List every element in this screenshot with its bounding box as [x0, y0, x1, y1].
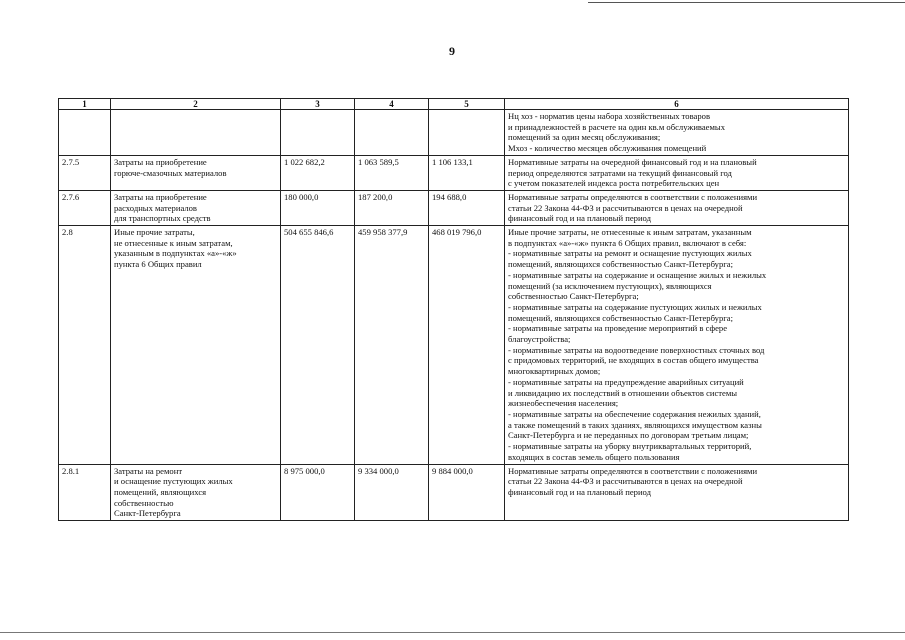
- row-value-3: [429, 110, 505, 156]
- row-value-2: 459 958 377,9: [355, 226, 429, 464]
- row-description: Нормативные затраты определяются в соответствии с положениями статьи 22 Закона 44-ФЗ и рассчитываются в ценах на очередной финансовый год и на плановый период: [505, 464, 849, 521]
- row-code: 2.8: [59, 226, 111, 464]
- row-value-2: 9 334 000,0: [355, 464, 429, 521]
- column-header: 2: [111, 99, 281, 110]
- row-name: Затраты на ремонт и оснащение пустующих жилых помещений, являющихся собственностью Санкт-Петербурга: [111, 464, 281, 521]
- column-header: 6: [505, 99, 849, 110]
- row-value-1: 8 975 000,0: [281, 464, 355, 521]
- row-code: 2.7.6: [59, 190, 111, 225]
- column-header: 4: [355, 99, 429, 110]
- table-row: [59, 110, 849, 156]
- row-value-1: 1 022 682,2: [281, 155, 355, 190]
- row-name: Затраты на приобретение горюче-смазочных материалов: [111, 155, 281, 190]
- page-number: 9: [449, 44, 455, 58]
- row-code: 2.8.1: [59, 464, 111, 521]
- row-description: Иные прочие затраты, не отнесенные к иным затратам, указанным в подпунктах «а»-«ж» пункта 6 Общих правил, включают в себя: - нормативные затраты на ремонт и оснащение пустующих жилых помещений, являющихся собственностью Санкт-Петербурга; - нормативные затраты на содержание и оснащение жилых и нежилых помещений (за исключением пустующих), являющихся собственностью Санкт-Петербурга; - нормативные затраты на содержание пустующих жилых и нежилых помещений, являющихся собственностью Санкт-Петербурга; - нормативные затраты на проведение мероприятий в сфере благоустройства; - нормативные затраты на водоотведение поверхностных сточных вод с придомовых территорий, не входящих в состав общего имущества многоквартирных домов; - нормативные затраты на предупреждение аварийных ситуаций и ликвидацию их последствий в отношении объектов системы жизнеобеспечения населения; - нормативные затраты на обеспечение содержания нежилых зданий, а также помещений в таких зданиях, являющихся имуществом казны Санкт-Петербурга и не переданных по договорам третьим лицам; - нормативные затраты на уборку внутриквартальных территорий, входящих в состав земель общего пользования: [505, 226, 849, 464]
- row-value-2: 1 063 589,5: [355, 155, 429, 190]
- row-value-3: 468 019 796,0: [429, 226, 505, 464]
- table-row: [59, 155, 849, 190]
- cost-table: [58, 98, 849, 521]
- row-code: [59, 110, 111, 156]
- row-description: Нц хоз - норматив цены набора хозяйственных товаров и принадлежностей в расчете на один кв.м обслуживаемых помещений за один месяц обслуживания; Мхоз - количество месяцев обслуживания помещений: [505, 110, 849, 156]
- row-name: Иные прочие затраты, не отнесенные к иным затратам, указанным в подпунктах «а»-«ж» пункта 6 Общих правил: [111, 226, 281, 464]
- row-value-1: [281, 110, 355, 156]
- row-value-2: [355, 110, 429, 156]
- row-value-2: 187 200,0: [355, 190, 429, 225]
- top-rule: [588, 2, 905, 3]
- row-value-1: 180 000,0: [281, 190, 355, 225]
- column-header: 5: [429, 99, 505, 110]
- table-header-row: [59, 99, 849, 110]
- bottom-rule: [0, 632, 905, 633]
- row-value-3: 1 106 133,1: [429, 155, 505, 190]
- row-value-3: 9 884 000,0: [429, 464, 505, 521]
- column-header: 3: [281, 99, 355, 110]
- row-value-3: 194 688,0: [429, 190, 505, 225]
- table-row: [59, 190, 849, 225]
- row-name: [111, 110, 281, 156]
- row-description: Нормативные затраты определяются в соответствии с положениями статьи 22 Закона 44-ФЗ и рассчитываются в ценах на очередной финансовый год и на плановый период: [505, 190, 849, 225]
- row-value-1: 504 655 846,6: [281, 226, 355, 464]
- table-row: [59, 464, 849, 521]
- table-row: [59, 226, 849, 464]
- row-code: 2.7.5: [59, 155, 111, 190]
- row-name: Затраты на приобретение расходных материалов для транспортных средств: [111, 190, 281, 225]
- row-description: Нормативные затраты на очередной финансовый год и на плановый период определяются затратами на текущий финансовый год с учетом показателей индекса роста потребительских цен: [505, 155, 849, 190]
- column-header: 1: [59, 99, 111, 110]
